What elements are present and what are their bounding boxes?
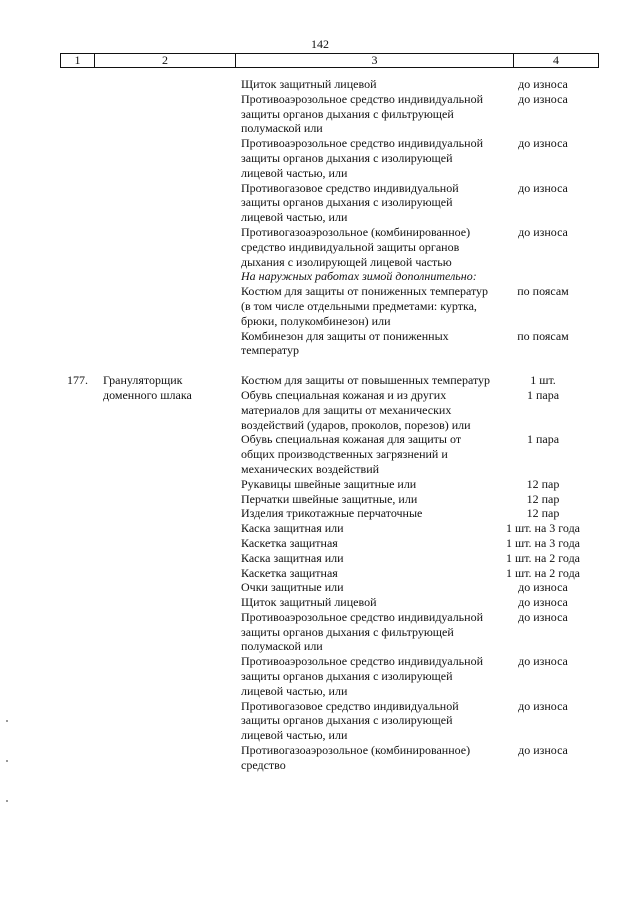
header-col-3: 3 <box>236 54 514 67</box>
norm-text: до износа <box>518 743 568 758</box>
item-text: Каскетка защитная <box>241 535 338 550</box>
item-text: Каска защитная или <box>241 550 344 565</box>
table-row <box>0 373 640 388</box>
table-row <box>0 743 640 773</box>
item-text: Каскетка защитная <box>241 565 338 580</box>
norm-text: 1 шт. на 2 года <box>505 565 581 580</box>
item-text: Противоаэрозольное средство индивидуальной защиты органов дыхания с фильтрующей полумаской или <box>241 91 483 136</box>
item-text: Обувь специальная кожаная для защиты от общих производственных загрязнений и механических воздействий <box>241 432 462 476</box>
norm-text: 12 пар <box>526 476 560 491</box>
table-row <box>0 136 640 180</box>
item-text: Противоаэрозольное средство индивидуальной защиты органов дыхания с изолирующей лицевой частью, или <box>241 136 483 180</box>
item-text: Противогазовое средство индивидуальной защиты органов дыхания с изолирующей лицевой частью, или <box>241 698 459 743</box>
section-note: На наружных работах зимой дополнительно: <box>241 269 477 284</box>
item-text: Костюм для защиты от пониженных температур (в том числе отдельными предметами: куртка, брюки, полукомбинезон) или <box>241 284 489 328</box>
item-text: Щиток защитный лицевой <box>241 77 377 91</box>
norm-text: 1 шт. на 3 года <box>505 535 581 550</box>
norm-text: до износа <box>518 77 568 91</box>
norm-text: до износа <box>518 91 568 106</box>
table-row <box>0 566 640 581</box>
table-row <box>0 492 640 507</box>
item-text: Изделия трикотажные перчаточные <box>241 506 423 521</box>
page-number: 142 <box>311 37 329 51</box>
norm-text: по поясам <box>517 328 569 343</box>
table-row <box>0 388 640 432</box>
table-row <box>0 477 640 492</box>
table-row <box>0 284 640 328</box>
table-row <box>0 551 640 566</box>
profession-name: Грануляторщик доменного шлака <box>103 373 192 402</box>
header-col-2: 2 <box>95 54 236 67</box>
norm-text: 1 шт. на 3 года <box>505 521 581 536</box>
item-text: Противоаэрозольное средство индивидуальной защиты органов дыхания с изолирующей лицевой частью, или <box>241 654 483 698</box>
norm-text: 12 пар <box>526 506 560 521</box>
table-row <box>0 595 640 610</box>
item-text: Противогазоаэрозольное (комбинированное) средство <box>241 743 471 772</box>
table-row <box>0 432 640 476</box>
norm-text: по поясам <box>517 284 569 299</box>
item-text: Обувь специальная кожаная и из других материалов для защиты от механических воздействий (ударов, проколов, порезов) или <box>241 387 471 432</box>
entry-number: 177. <box>67 373 88 388</box>
item-text: Перчатки швейные защитные, или <box>241 491 418 506</box>
norm-text: 1 пара <box>526 387 560 402</box>
item-text: Костюм для защиты от повышенных температур <box>241 373 491 388</box>
norm-text: до износа <box>518 654 568 669</box>
norm-text: до износа <box>518 136 568 151</box>
norm-text: 1 пара <box>526 432 560 447</box>
item-text: Противогазоаэрозольное (комбинированное) средство индивидуальной защиты органов дыхания с изолирующей лицевой частью <box>241 224 471 269</box>
norm-text: 1 шт. на 2 года <box>505 550 581 565</box>
norm-text: до износа <box>518 180 568 195</box>
continued-section <box>0 77 640 358</box>
table-row <box>0 329 640 359</box>
item-text: Противогазовое средство индивидуальной защиты органов дыхания с изолирующей лицевой частью, или <box>241 180 459 225</box>
item-text: Очки защитные или <box>241 580 344 595</box>
table-row <box>0 77 640 92</box>
table-row <box>0 506 640 521</box>
entry-177 <box>0 373 640 773</box>
table-header <box>60 53 599 68</box>
table-row <box>0 654 640 698</box>
table-row <box>0 92 640 136</box>
scan-speck <box>6 720 8 722</box>
norm-text: до износа <box>518 595 568 610</box>
norm-text: 1 шт. <box>530 373 556 388</box>
table-body <box>0 77 640 773</box>
item-text: Рукавицы швейные защитные или <box>241 476 417 491</box>
norm-text: до износа <box>518 609 568 624</box>
norm-text: 12 пар <box>526 491 560 506</box>
table-row <box>0 536 640 551</box>
table-row <box>0 181 640 225</box>
table-row <box>0 225 640 269</box>
table-row <box>0 610 640 654</box>
scan-speck <box>6 800 8 802</box>
table-row <box>0 521 640 536</box>
header-col-1: 1 <box>61 54 95 67</box>
table-row <box>0 580 640 595</box>
norm-text: до износа <box>518 580 568 595</box>
table-row <box>0 699 640 743</box>
item-text: Комбинезон для защиты от пониженных температур <box>241 328 449 358</box>
item-text: Каска защитная или <box>241 521 344 536</box>
header-col-4: 4 <box>553 53 559 67</box>
item-text: Щиток защитный лицевой <box>241 595 377 610</box>
item-text: Противоаэрозольное средство индивидуальной защиты органов дыхания с фильтрующей полумаской или <box>241 609 483 654</box>
norm-text: до износа <box>518 698 568 713</box>
table-row <box>0 269 640 284</box>
norm-text: до износа <box>518 224 568 239</box>
scan-speck <box>6 760 8 762</box>
